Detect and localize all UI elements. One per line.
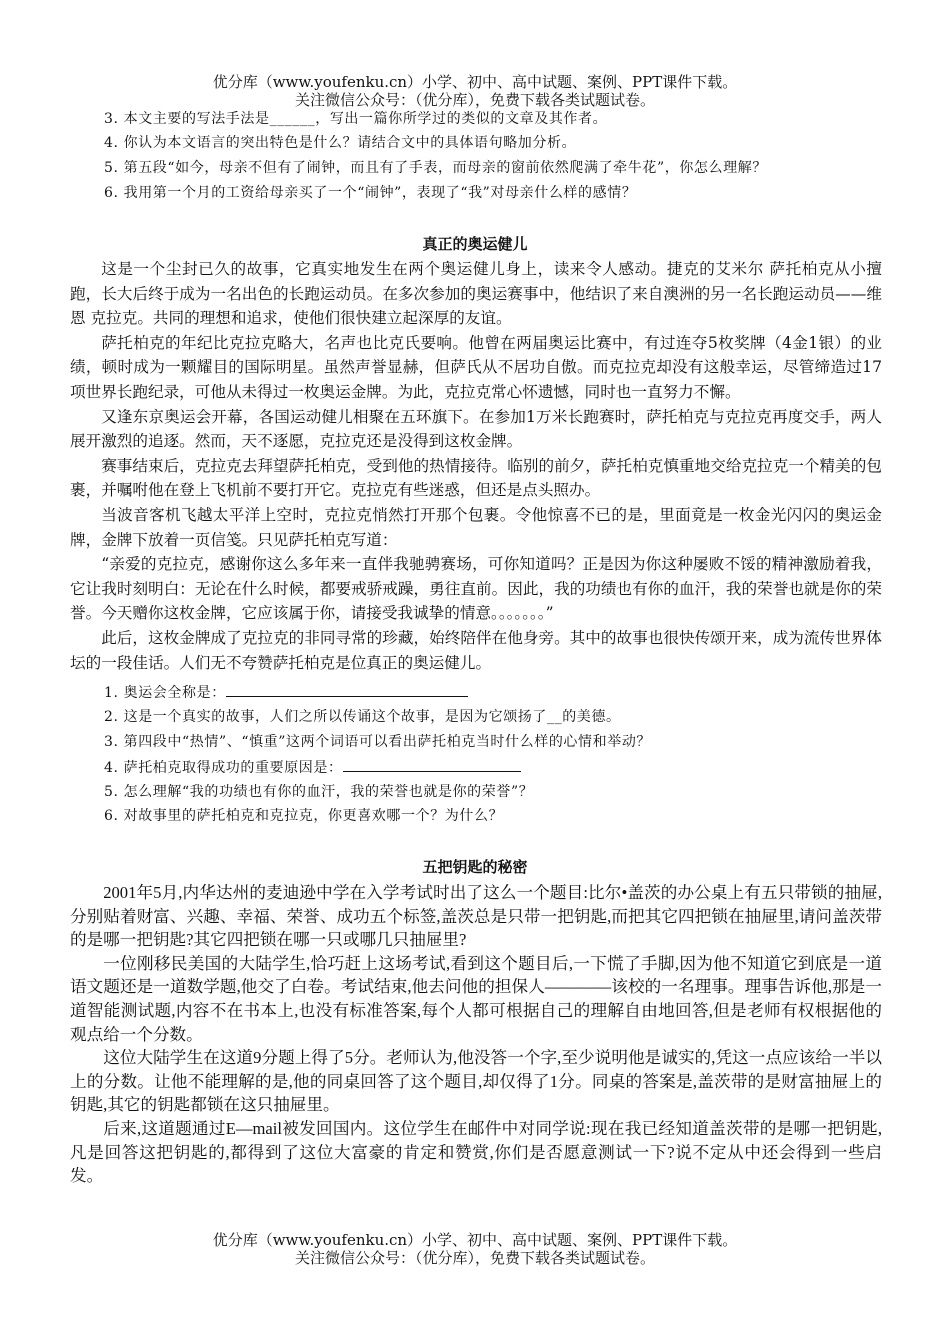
- article2-paragraph: 后来,这道题通过E—mail被发回国内。这位学生在邮件中对同学说:现在我已经知道盖茨带的是哪一把钥匙,凡是回答这把钥匙的,都得到了这位大富豪的肯定和赞赏,你们是否愿意测试一下?说不定从中还会得到一些启发。: [70, 1118, 882, 1186]
- prev-question-3-text: 3. 本文主要的写法手法是: [104, 111, 270, 127]
- article1-question-4-text: 4. 萨托柏克取得成功的重要原因是：: [104, 760, 343, 776]
- prev-question-3-blank: ______: [269, 111, 316, 127]
- header-line-2: 关注微信公众号：（优分库），免费下载各类试题试卷。: [294, 91, 655, 109]
- page-header: [0, 73, 950, 109]
- footer-line-1: 优分库（www.youfenku.cn）小学、初中、高中试题、案例、PPT课件下载。: [212, 1231, 738, 1249]
- article2-title: 五把钥匙的秘密: [422, 858, 528, 876]
- article2-paragraph: 2001年5月,内华达州的麦迪逊中学在入学考试时出了这么一个题目:比尔•盖茨的办公桌上有五只带锁的抽屉,分别贴着财富、兴趣、幸福、荣誉、成功五个标签,盖茨总是只带一把钥匙,而把其它四把锁在抽屉里,请问盖茨带的是哪一把钥匙?其它四把锁在哪一只或哪几只抽屉里?: [70, 883, 882, 950]
- article1-paragraph: 此后，这枚金牌成了克拉克的非同寻常的珍藏，始终陪伴在他身旁。其中的故事也很快传颂开来，成为流传世界体坛的一段佳话。人们无不夸赞萨托柏克是位真正的奥运健儿。: [70, 628, 882, 672]
- article2-paragraph: 一位刚移民美国的大陆学生,恰巧赶上这场考试,看到这个题目后,一下慌了手脚,因为他不知道它到底是一道语文题还是一道数学题,他交了白卷。考试结束,他去问他的担保人————该校的一名理事。理事告诉他,那是一道智能测试题,内容不在书本上,也没有标准答案,每个人都可根据自己的理解自由地回答,但是老师有权根据他的观点给一个分数。: [70, 953, 882, 1044]
- article1-question-2: 2. 这是一个真实的故事，人们之所以传诵这个故事，是因为它颂扬了__的美德。: [104, 709, 621, 725]
- article2-body: [70, 881, 882, 1188]
- article1-question-6: 6. 对故事里的萨托柏克和克拉克，你更喜欢哪一个？为什么？: [104, 808, 504, 824]
- article1-question-5: 5. 怎么理解“我的功绩也有你的血汗，我的荣誉也就是你的荣誉”？: [104, 784, 534, 800]
- article1-question-1: [104, 682, 468, 703]
- article1-body: [70, 257, 882, 675]
- header-line-1: 优分库（www.youfenku.cn）小学、初中、高中试题、案例、PPT课件下载。: [212, 73, 738, 91]
- article1-paragraph: 赛事结束后，克拉克去拜望萨托柏克，受到他的热情接待。临别的前夕，萨托柏克慎重地交给克拉克一个精美的包裹，并嘱咐他在登上飞机前不要打开它。克拉克有些迷惑，但还是点头照办。: [70, 456, 882, 500]
- article1-question-3: 3. 第四段中“热情”、“慎重”这两个词语可以看出萨托柏克当时什么样的心情和举动？: [104, 734, 652, 750]
- article2-paragraph: 这位大陆学生在这道9分题上得了5分。老师认为,他没答一个字,至少说明他是诚实的,凭这一点应该给一半以上的分数。让他不能理解的是,他的同桌回答了这个题目,却仅得了1分。同桌的答案是,盖茨带的是财富抽屉上的钥匙,其它的钥匙都锁在这只抽屉里。: [70, 1048, 882, 1115]
- article1-paragraph: 又逢东京奥运会开幕，各国运动健儿相聚在五环旗下。在参加1万米长跑赛时，萨托柏克与克拉克再度交手，两人展开激烈的追逐。然而，天不逐愿，克拉克还是没得到这枚金牌。: [70, 407, 882, 451]
- article1-question-4: [104, 757, 521, 778]
- article1-paragraph: 当波音客机飞越太平洋上空时，克拉克悄然打开那个包裹。令他惊喜不已的是，里面竟是一枚金光闪闪的奥运金牌，金牌下放着一页信笺。只见萨托柏克写道：: [70, 505, 882, 549]
- article1-title: 真正的奥运健儿: [422, 235, 528, 253]
- prev-question-6: 6. 我用第一个月的工资给母亲买了一个“闹钟”，表现了“我”对母亲什么样的感情？: [104, 185, 637, 201]
- footer-line-2: 关注微信公众号：（优分库），免费下载各类试题试卷。: [294, 1249, 655, 1267]
- prev-question-5: 5. 第五段“如今，母亲不但有了闹钟，而且有了手表，而母亲的窗前依然爬满了牵牛花”，你怎么理解？: [104, 160, 767, 176]
- prev-question-3: [104, 109, 607, 129]
- page-footer: [0, 1231, 950, 1267]
- answer-blank: [343, 757, 521, 772]
- prev-question-4: 4. 你认为本文语言的突出特色是什么？请结合文中的具体语句略加分析。: [104, 135, 577, 151]
- article1-question-1-text: 1. 奥运会全称是：: [104, 685, 226, 701]
- article1-paragraph: 萨托柏克的年纪比克拉克略大，名声也比克氏要响。他曾在两届奥运比赛中，有过连夺5枚奖牌（4金1银）的业绩，顿时成为一颗耀目的国际明星。虽然声誉显赫，但萨氏从不居功自傲。而克拉克却没有这般幸运，尽管缔造过17项世界长跑纪录，可他从未得过一枚奥运金牌。为此，克拉克常心怀遗憾，同时也一直努力不懈。: [70, 333, 882, 401]
- prev-question-3-tail: ，写出一篇你所学过的类似的文章及其作者。: [315, 111, 608, 127]
- answer-blank: [226, 682, 468, 697]
- article1-paragraph: 这是一个尘封已久的故事，它真实地发生在两个奥运健儿身上，读来令人感动。捷克的艾米尔 萨托柏克从小擅跑，长大后终于成为一名出色的长跑运动员。在多次参加的奥运赛事中，他结识了来自澳洲的另一名长跑运动员——维恩 克拉克。共同的理想和追求，使他们很快建立起深厚的友谊。: [70, 260, 882, 328]
- article1-paragraph: “亲爱的克拉克，感谢你这么多年来一直伴我驰骋赛场，可你知道吗？正是因为你这种屡败不馁的精神激励着我，它让我时刻明白：无论在什么时候，都要戒骄戒躁，勇往直前。因此，我的功绩也有你的血汗，我的荣誉也就是你的荣誉。今天赠你这枚金牌，它应该属于你，请接受我诚挚的情意。。。。。。。”: [70, 555, 882, 623]
